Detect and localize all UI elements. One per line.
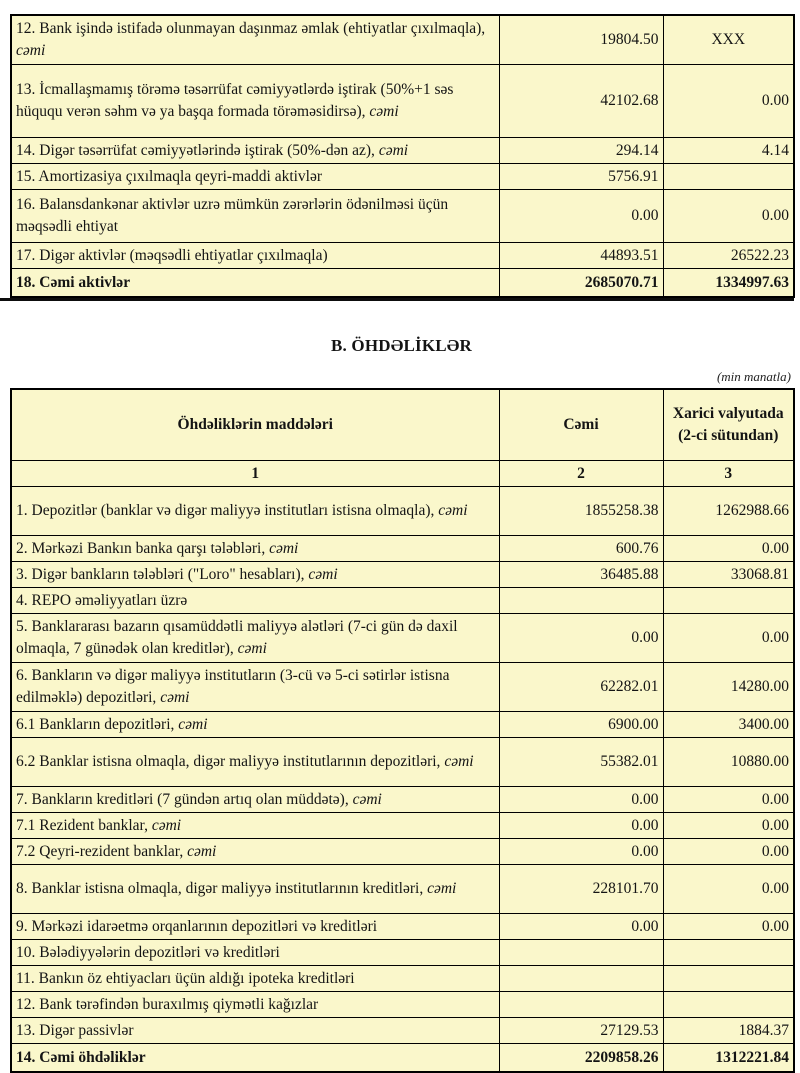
row-label-cell — [11, 190, 499, 243]
header-total-cell: Cəmi — [499, 389, 663, 461]
total-value-cell: 1855258.38 — [499, 487, 663, 536]
row-label-suffix-italic: cəmi — [16, 42, 46, 59]
liab-row-2 — [11, 536, 794, 562]
row-label-cell — [11, 487, 499, 536]
total-value-cell — [499, 588, 663, 614]
row-label-cell — [11, 65, 499, 138]
liab-row-12 — [11, 992, 794, 1018]
liab-row-7-2 — [11, 839, 794, 865]
row-label-suffix-italic: cəmi — [444, 753, 474, 770]
fx-value-cell: 0.00 — [663, 865, 794, 914]
header-fx-cell: Xarici valyutada (2-ci sütundan) — [663, 389, 794, 461]
liab-row-1 — [11, 487, 794, 536]
liab-row-5 — [11, 614, 794, 663]
row-label-cell — [11, 992, 499, 1018]
row-label-cell — [11, 1044, 499, 1073]
row-label-cell — [11, 164, 499, 190]
fx-value-cell: XXX — [663, 15, 794, 65]
row-label-text: 6.1 Bankların depozitləri, — [16, 715, 179, 733]
row-label-cell — [11, 738, 499, 787]
row-label-suffix-italic: cəmi — [369, 103, 399, 120]
liab-row-6-1 — [11, 712, 794, 738]
assets-row-12 — [11, 15, 794, 65]
row-label-cell — [11, 15, 499, 65]
row-label-text: 2. Mərkəzi Bankın banka qarşı tələbləri, — [16, 539, 270, 557]
row-label-text: 13. İcmallaşmamış törəmə təsərrüfat cəmiyyətlərdə iştirak (50%+1 səs hüququ verən səhm və ya başqa formada törəməsidirsə), — [16, 81, 454, 120]
total-value-cell: 44893.51 — [499, 243, 663, 269]
fx-value-cell: 0.00 — [663, 914, 794, 940]
fx-value-cell — [663, 588, 794, 614]
row-label-cell — [11, 914, 499, 940]
row-label-suffix-italic: cəmi — [427, 880, 457, 897]
fx-value-cell: 10880.00 — [663, 738, 794, 787]
row-label-text: 6. Bankların və digər maliyyə institutların (3-cü və 5-ci sətirlər istisna edilməklə) depozitləri, — [16, 667, 450, 706]
total-value-cell: 42102.68 — [499, 65, 663, 138]
total-value-cell: 5756.91 — [499, 164, 663, 190]
liab-row-14-total — [11, 1044, 794, 1073]
fx-value-cell: 0.00 — [663, 536, 794, 562]
fx-value-cell: 14280.00 — [663, 663, 794, 712]
fx-value-cell: 4.14 — [663, 138, 794, 164]
row-label-suffix-italic: cəmi — [237, 640, 267, 657]
row-label-text: 7.1 Rezident banklar, — [16, 816, 152, 834]
row-label-text: 1. Depozitlər (banklar və digər maliyyə institutları istisna olmaqla), — [16, 502, 439, 519]
row-label-cell — [11, 865, 499, 914]
fx-value-cell: 0.00 — [663, 190, 794, 243]
fx-value-cell: 1312221.84 — [663, 1044, 794, 1073]
table-bottom-rule — [0, 298, 794, 301]
row-label-suffix-italic: cəmi — [269, 539, 299, 557]
row-label-text: 6.2 Banklar istisna olmaqla, digər maliyyə institutlarının depozitləri, — [16, 753, 445, 770]
total-value-cell: 600.76 — [499, 536, 663, 562]
row-label-text: 9. Mərkəzi idarəetmə orqanlarının depozitləri və kreditləri — [16, 917, 378, 935]
currency-unit-note: (min manatla) — [716, 369, 791, 384]
assets-row-15 — [11, 164, 794, 190]
assets-row-17 — [11, 243, 794, 269]
fx-value-cell: 0.00 — [663, 65, 794, 138]
liabilities-table — [10, 388, 795, 1073]
assets-row-13 — [11, 65, 794, 138]
liab-row-8 — [11, 865, 794, 914]
row-label-cell — [11, 813, 499, 839]
row-label-text: 17. Digər aktivlər (məqsədli ehtiyatlar çıxılmaqla) — [16, 246, 328, 264]
row-label-text: 4. REPO əməliyyatları üzrə — [16, 591, 188, 609]
row-label-cell — [11, 536, 499, 562]
row-label-text: 12. Bank tərəfindən buraxılmış qiymətli kağızlar — [16, 995, 319, 1013]
column-number-2: 2 — [499, 461, 663, 487]
fx-value-cell: 3400.00 — [663, 712, 794, 738]
total-value-cell: 0.00 — [499, 839, 663, 865]
row-label-cell — [11, 138, 499, 164]
liab-row-6-2 — [11, 738, 794, 787]
assets-row-14 — [11, 138, 794, 164]
row-label-cell — [11, 243, 499, 269]
liab-row-7-1 — [11, 813, 794, 839]
fx-value-cell — [663, 992, 794, 1018]
row-label-suffix-italic: cəmi — [308, 565, 338, 583]
total-value-cell — [499, 992, 663, 1018]
fx-value-cell: 1884.37 — [663, 1018, 794, 1044]
row-label-cell — [11, 712, 499, 738]
row-label-suffix-italic: cəmi — [178, 715, 208, 733]
row-label-suffix-italic: cəmi — [352, 790, 382, 808]
row-label-suffix-italic: cəmi — [187, 842, 217, 860]
total-value-cell: 2685070.71 — [499, 269, 663, 298]
section-b-title: B. ÖHDƏLİKLƏR — [330, 336, 473, 355]
liab-row-13 — [11, 1018, 794, 1044]
row-label-text: 5. Banklararası bazarın qısamüddətli maliyyə alətləri (7-ci gün də daxil olmaqla, 7 günədək olan kreditlər), — [16, 618, 458, 657]
page-content — [10, 0, 793, 1073]
row-label-suffix-italic: cəmi — [438, 502, 468, 519]
fx-value-cell: 26522.23 — [663, 243, 794, 269]
row-label-text: 11. Bankın öz ehtiyacları üçün aldığı ipoteka kreditləri — [16, 969, 355, 987]
fx-value-cell — [663, 940, 794, 966]
liab-row-11 — [11, 966, 794, 992]
row-label-suffix-italic: cəmi — [378, 141, 409, 159]
total-value-cell — [499, 940, 663, 966]
total-value-cell: 62282.01 — [499, 663, 663, 712]
total-value-cell: 0.00 — [499, 614, 663, 663]
row-label-cell — [11, 940, 499, 966]
row-label-cell — [11, 787, 499, 813]
liab-row-7 — [11, 787, 794, 813]
liab-row-4 — [11, 588, 794, 614]
total-value-cell: 0.00 — [499, 914, 663, 940]
row-label-text: 12. Bank işində istifadə olunmayan daşınmaz əmlak (ehtiyatlar çıxılmaqla), — [16, 20, 486, 37]
fx-value-cell: 0.00 — [663, 787, 794, 813]
total-value-cell: 19804.50 — [499, 15, 663, 65]
total-value-cell: 55382.01 — [499, 738, 663, 787]
liab-row-6 — [11, 663, 794, 712]
fx-value-cell — [663, 164, 794, 190]
fx-value-cell — [663, 966, 794, 992]
row-label-text: 10. Bələdiyyələrin depozitləri və kreditləri — [16, 943, 280, 961]
fx-value-cell: 1262988.66 — [663, 487, 794, 536]
total-value-cell: 0.00 — [499, 813, 663, 839]
total-value-cell: 0.00 — [499, 190, 663, 243]
row-label-cell — [11, 269, 499, 298]
total-value-cell: 36485.88 — [499, 562, 663, 588]
row-label-cell — [11, 839, 499, 865]
liab-row-10 — [11, 940, 794, 966]
row-label-text: 16. Balansdankənar aktivlər uzrə mümkün zərərlərin ödənilməsi üçün məqsədli ehtiyat — [16, 196, 449, 235]
row-label-text: 14. Cəmi öhdəliklər — [16, 1048, 146, 1066]
fx-value-cell: 0.00 — [663, 813, 794, 839]
assets-table — [10, 14, 795, 298]
liab-row-9 — [11, 914, 794, 940]
assets-row-18-total — [11, 269, 794, 298]
row-label-text: 7.2 Qeyri-rezident banklar, — [16, 842, 188, 860]
row-label-text: 15. Amortizasiya çıxılmaqla qeyri-maddi aktivlər — [16, 167, 323, 185]
total-value-cell — [499, 966, 663, 992]
row-label-cell — [11, 663, 499, 712]
row-label-cell — [11, 562, 499, 588]
row-label-text: 3. Digər bankların tələbləri ("Loro" hesabları), — [16, 565, 309, 583]
assets-row-16 — [11, 190, 794, 243]
row-label-text: 18. Cəmi aktivlər — [16, 273, 131, 291]
column-number-1: 1 — [11, 461, 499, 487]
total-value-cell: 27129.53 — [499, 1018, 663, 1044]
row-label-text: 13. Digər passivlər — [16, 1021, 134, 1039]
fx-value-cell: 0.00 — [663, 614, 794, 663]
column-number-3: 3 — [663, 461, 794, 487]
column-numbers-row — [11, 461, 794, 487]
total-value-cell: 228101.70 — [499, 865, 663, 914]
row-label-suffix-italic: cəmi — [160, 689, 190, 706]
row-label-cell — [11, 614, 499, 663]
row-label-cell — [11, 588, 499, 614]
total-value-cell: 2209858.26 — [499, 1044, 663, 1073]
row-label-text: 7. Bankların kreditləri (7 gündən artıq olan müddətə), — [16, 790, 353, 808]
row-label-suffix-italic: cəmi — [151, 816, 182, 834]
liab-row-3 — [11, 562, 794, 588]
liabilities-header-row — [11, 389, 794, 461]
total-value-cell: 294.14 — [499, 138, 663, 164]
fx-value-cell: 0.00 — [663, 839, 794, 865]
fx-value-cell: 33068.81 — [663, 562, 794, 588]
fx-value-cell: 1334997.63 — [663, 269, 794, 298]
row-label-text: 8. Banklar istisna olmaqla, digər maliyyə institutlarının kreditləri, — [16, 880, 428, 897]
row-label-cell — [11, 966, 499, 992]
total-value-cell: 0.00 — [499, 787, 663, 813]
header-items-cell: Öhdəliklərin maddələri — [11, 389, 499, 461]
total-value-cell: 6900.00 — [499, 712, 663, 738]
row-label-cell — [11, 1018, 499, 1044]
row-label-text: 14. Digər təsərrüfat cəmiyyətlərində iştirak (50%-dən az), — [16, 141, 379, 159]
